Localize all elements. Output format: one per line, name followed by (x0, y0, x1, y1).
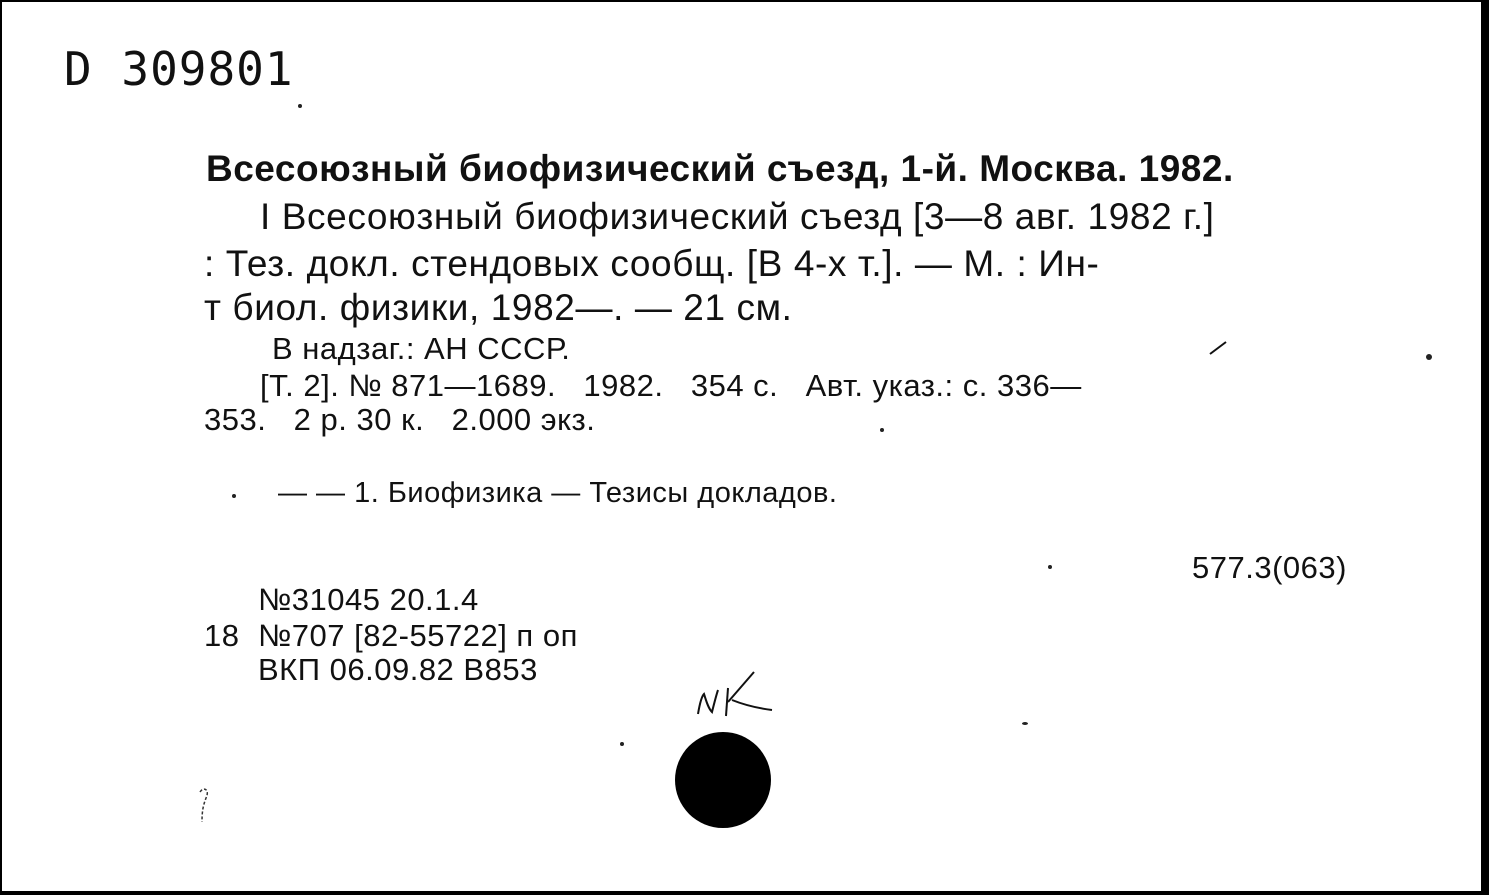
card-edge-shadow (1481, 0, 1489, 895)
speck (298, 104, 302, 108)
speck (1022, 722, 1028, 725)
title-line-1: I Всесоюзный биофизический съезд [3—8 авг. 1982 г.] (260, 196, 1215, 237)
footer-line-2: №707 [82-55722] п оп (258, 618, 578, 653)
punch-hole (675, 732, 771, 828)
handwritten-initials (694, 666, 778, 722)
footer-line-3: ВКП 06.09.82 В853 (258, 652, 538, 687)
note-line: В надзаг.: АН СССР. (272, 331, 571, 366)
speck (1426, 354, 1432, 360)
speck (880, 428, 884, 432)
speck (1048, 565, 1052, 569)
title-line-3: т биол. физики, 1982—. — 21 см. (204, 287, 793, 328)
pencil-question-mark (194, 786, 214, 826)
catalog-card (2, 2, 1481, 891)
footer-line-2-prefix: 18 (204, 618, 240, 653)
volume-line-1: [Т. 2]. № 871—1689. 1982. 354 с. Авт. указ.: с. 336— (260, 368, 1082, 403)
speck (620, 742, 624, 746)
speck (232, 494, 236, 498)
title-line-2: : Тез. докл. стендовых сообщ. [В 4-х т.]. — М. : Ин- (204, 243, 1100, 284)
footer-line-1: №31045 20.1.4 (258, 582, 479, 617)
pencil-tick-mark (1208, 340, 1228, 356)
subject-heading: — — 1. Биофизика — Тезисы докладов. (278, 477, 838, 509)
main-heading: Всесоюзный биофизический съезд, 1-й. Москва. 1982. (206, 148, 1234, 189)
volume-line-2: 353. 2 р. 30 к. 2.000 экз. (204, 402, 596, 437)
call-number: D 309801 (64, 42, 294, 96)
classification-number: 577.3(063) (1192, 550, 1347, 585)
